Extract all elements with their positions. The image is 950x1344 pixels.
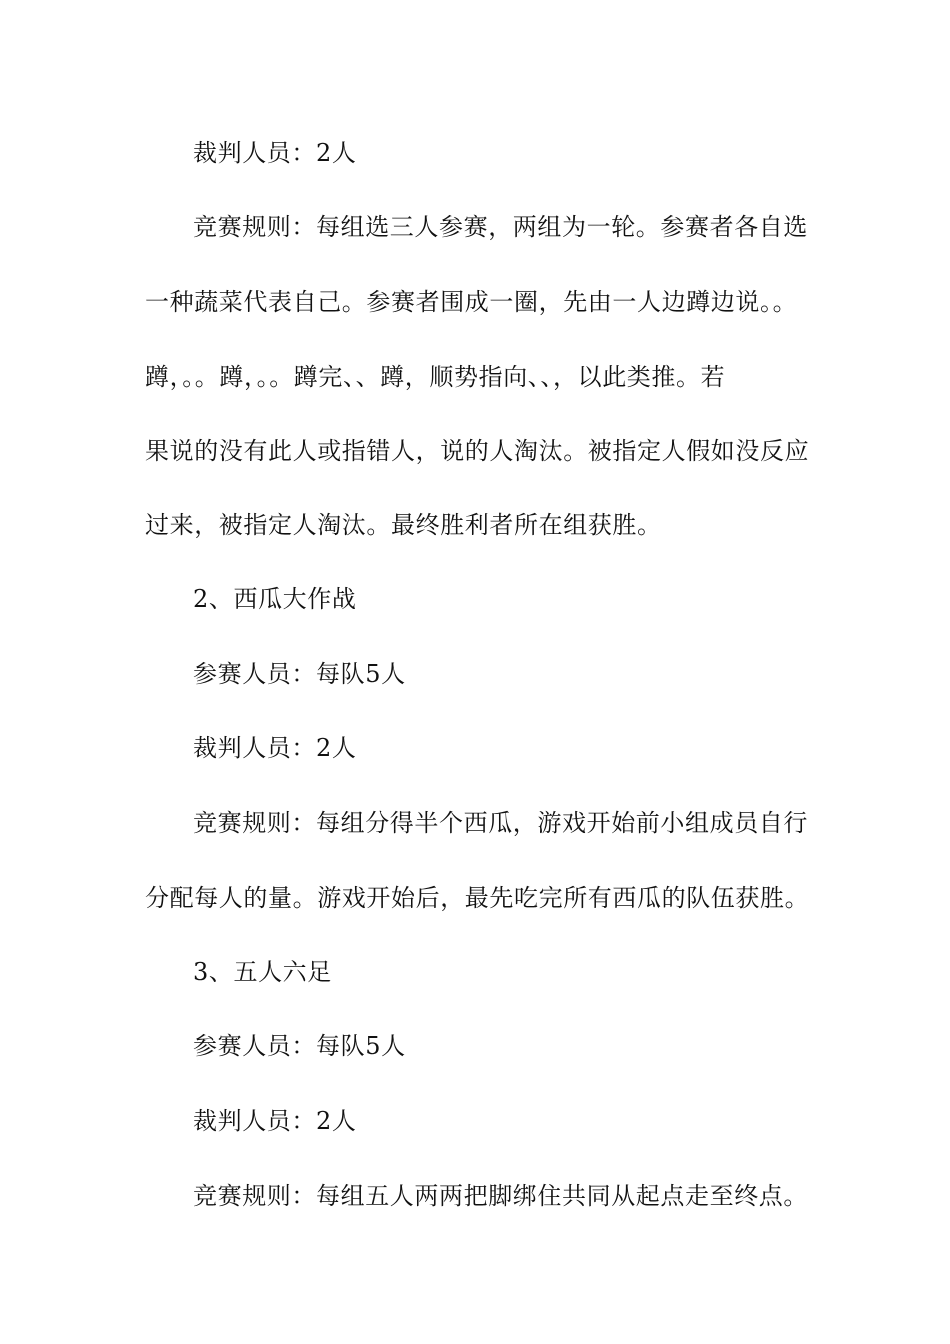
rules-paragraph-2-line-2: 分配每人的量。游戏开始后，最先吃完所有西瓜的队伍获胜。 — [145, 884, 810, 912]
participant-count-line-3: 参赛人员：每队5人 — [193, 1032, 406, 1060]
referee-count-line-3: 裁判人员：2人 — [193, 1107, 357, 1135]
rules-paragraph-1-line-1: 竞赛规则：每组选三人参赛，两组为一轮。参赛者各自选 — [193, 213, 808, 241]
rules-paragraph-1-line-3: 蹲，。。蹲，。。蹲完、、蹲，顺势指向、、，以此类推。若 — [145, 363, 726, 391]
referee-count-line-2: 裁判人员：2人 — [193, 734, 357, 762]
rules-paragraph-2-line-1: 竞赛规则：每组分得半个西瓜，游戏开始前小组成员自行 — [193, 809, 808, 837]
section-heading-five-people-six-legs: 3、五人六足 — [193, 958, 332, 986]
rules-paragraph-3-line-1: 竞赛规则：每组五人两两把脚绑住共同从起点走至终点。 — [193, 1182, 808, 1210]
referee-count-line-1: 裁判人员：2人 — [193, 139, 357, 167]
rules-paragraph-1-line-4: 果说的没有此人或指错人，说的人淘汰。被指定人假如没反应 — [145, 437, 810, 465]
rules-paragraph-1-line-5: 过来，被指定人淘汰。最终胜利者所在组获胜。 — [145, 511, 662, 539]
section-heading-watermelon: 2、西瓜大作战 — [193, 585, 357, 613]
participant-count-line-2: 参赛人员：每队5人 — [193, 660, 406, 688]
rules-paragraph-1-line-2: 一种蔬菜代表自己。参赛者围成一圈，先由一人边蹲边说。。 — [145, 288, 798, 316]
